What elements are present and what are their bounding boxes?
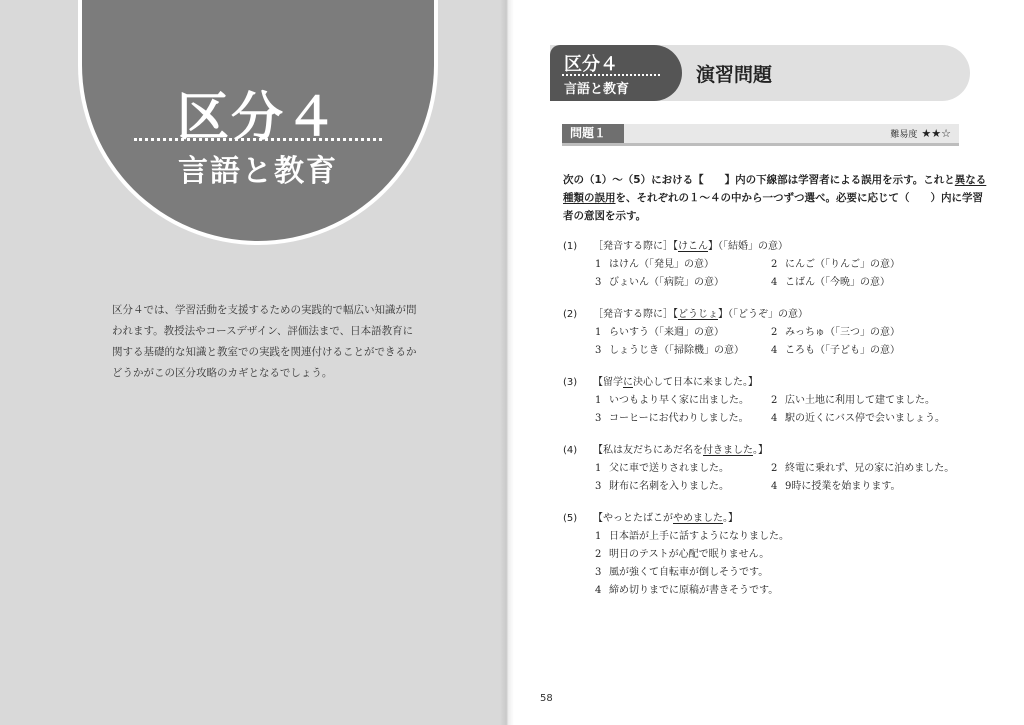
option: 1 いつもより早く家に出ました。 — [595, 395, 749, 406]
right-page — [508, 0, 1024, 725]
item-number: (5) — [563, 513, 578, 524]
option: 4 ころも（「子ども」の意） — [771, 345, 900, 356]
difficulty-stars-icon: ★★☆ — [921, 127, 951, 140]
item-stem: 。】 — [753, 445, 768, 456]
header-tab-number: 区分４ — [564, 54, 618, 75]
option: 3 コーヒーにお代わりしました。 — [595, 413, 749, 424]
page-number: 58 — [540, 693, 553, 704]
option: 3 しょうじき（「掃除機」の意） — [595, 345, 744, 356]
instruction-text: 次の（1）～（5）における【 】内の下線部は学習者による誤用を示す。これと — [563, 174, 955, 186]
item-stem: 】（「結婚」の意） — [708, 241, 788, 252]
intro-line: 区分４では、学習活動を支援するための実践的で幅広い知識が問 — [112, 304, 417, 316]
option: 3 風が強くて自転車が倒しそうです。 — [595, 567, 769, 578]
instruction-underlined: 異なる — [954, 174, 987, 186]
item-stem: 】（「どうぞ」の意） — [718, 309, 808, 320]
option: 1 はけん（「発見」の意） — [595, 259, 714, 270]
intro-line: どうかがこの区分攻略のカギとなるでしょう。 — [112, 367, 333, 379]
question-item — [563, 374, 945, 428]
item-stem-underlined: やめました — [673, 513, 723, 524]
option: 3 びょいん（「病院」の意） — [595, 277, 724, 288]
option: 2 終電に乗れず、兄の家に泊めました。 — [771, 463, 955, 474]
intro-text — [112, 300, 417, 384]
option: 2 にんご（「りんご」の意） — [771, 259, 900, 270]
question-label: 問題１ — [562, 124, 624, 143]
page-gutter — [500, 0, 514, 725]
dotted-divider — [134, 138, 382, 141]
instruction-underlined: 種類の誤用 — [563, 192, 616, 204]
item-number: (2) — [563, 309, 578, 320]
item-stem: 【やっとたばこが — [593, 513, 673, 524]
option: 4 駅の近くにバス停で会いましょう。 — [771, 413, 945, 424]
question-instruction — [563, 171, 987, 225]
instruction-text: 者の意図を示す。 — [563, 210, 647, 222]
difficulty-label: 難易度 — [890, 130, 918, 140]
item-number: (3) — [563, 377, 578, 388]
section-subtitle: 言語と教育 — [178, 154, 338, 189]
left-page — [0, 0, 508, 725]
option: 2 明日のテストが心配で眠りません。 — [595, 549, 770, 560]
option: 2 みっちゅ（「三つ」の意） — [771, 327, 900, 338]
option: 1 日本語が上手に話すようになりました。 — [595, 531, 789, 542]
option: 4 9時に授業を始まります。 — [771, 481, 901, 492]
question-item — [563, 238, 900, 292]
option: 1 父に車で送りされました。 — [595, 463, 729, 474]
item-stem: 決心して日本に来ました。】 — [633, 377, 758, 388]
header-tab-divider — [562, 74, 660, 76]
item-stem-underlined: に — [623, 377, 633, 388]
question-item — [563, 510, 789, 600]
item-stem-underlined: どうじょ — [678, 309, 718, 320]
item-stem: ［発音する際に］【 — [593, 241, 678, 252]
instruction-text: を、それぞれの１～４の中から一つずつ選べ。必要に応じて（ ）内に学習 — [615, 192, 983, 204]
header-title: 演習問題 — [696, 64, 773, 86]
item-stem-underlined: 付きました — [703, 445, 753, 456]
item-stem: 【留学 — [593, 377, 623, 388]
intro-line: 関する基礎的な知識と教室での実践を関連付けることができるか — [112, 346, 417, 358]
header-tab — [550, 45, 682, 101]
item-stem-underlined: けこん — [678, 241, 708, 252]
section-arch — [78, 0, 438, 245]
header-tab-subtitle: 言語と教育 — [564, 82, 630, 97]
question-bar — [562, 124, 959, 146]
item-stem: ［発音する際に］【 — [593, 309, 678, 320]
option: 1 らいすう（「来週」の意） — [595, 327, 724, 338]
question-item — [563, 306, 900, 360]
item-stem: 。】 — [723, 513, 738, 524]
option: 4 締め切りまでに原稿が書きそうです。 — [595, 585, 779, 596]
option: 3 財布に名刺を入りました。 — [595, 481, 729, 492]
section-title: 区分４ — [176, 88, 339, 148]
difficulty — [890, 127, 951, 140]
item-number: (4) — [563, 445, 578, 456]
option: 2 広い土地に利用して建てました。 — [771, 395, 935, 406]
item-stem: 【私は友だちにあだ名を — [593, 445, 703, 456]
item-number: (1) — [563, 241, 578, 252]
intro-line: われます。教授法やコースデザイン、評価法まで、日本語教育に — [112, 325, 414, 337]
question-item — [563, 442, 955, 496]
option: 4 こばん（「今晩」の意） — [771, 277, 890, 288]
